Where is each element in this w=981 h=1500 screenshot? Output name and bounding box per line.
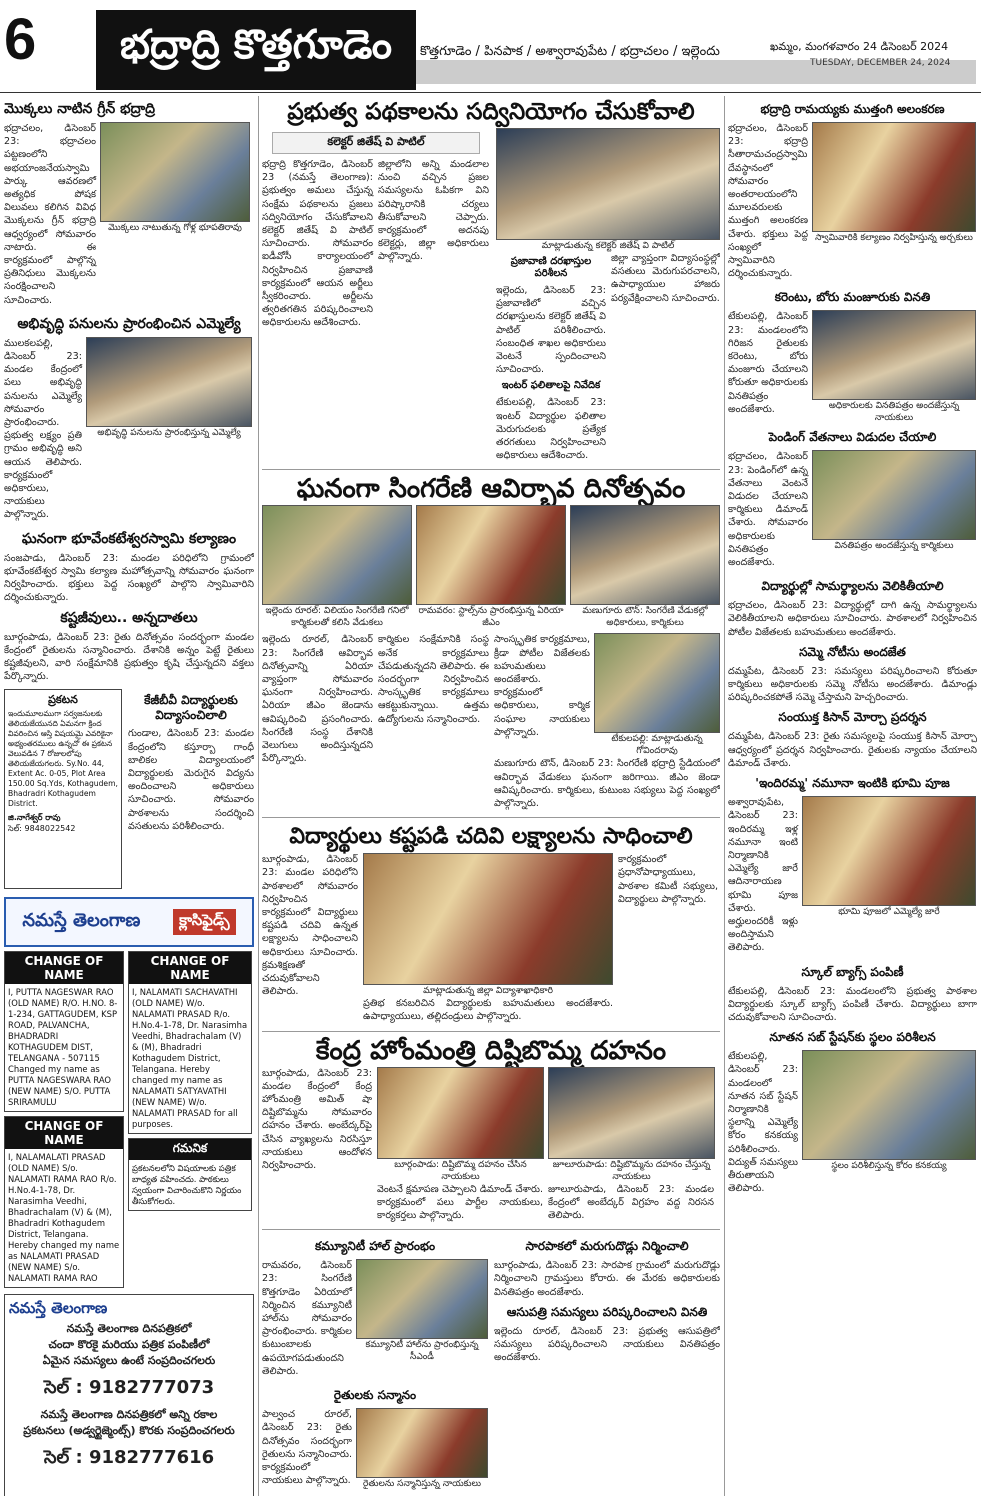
center-a6-photo: [356, 1408, 488, 1478]
left-s2-body: ములకలపల్లి, డిసెంబర్ 23: మండల కేంద్రంలో పలు అభివృద్ధి పనులను ఎమ్మెల్యే సోమవారం ప్రారంభించారు. ప్రభుత్వ లక్ష్యం ప్రతి గ్రామం అభివృద్ధి అని ఆయన తెలిపారు. కార్యక్రమంలో అధికారులు, నాయకులు పాల్గొన్నారు.: [4, 337, 82, 521]
gamanika-head: గమనిక: [129, 1139, 251, 1160]
center-a8-title: ఆసుపత్రి సమస్యలు పరిష్కరించాలని వినతి: [506, 1304, 708, 1319]
left-s2-title: అభివృద్ధి పనులను ప్రారంభించిన ఎమ్మెల్యే: [17, 315, 241, 332]
right-r5-title: సమ్మె నోటీసు అందజేత: [799, 644, 906, 659]
center-a1-title: ప్రభుత్వ పథకాలను సద్వినియోగం చేసుకోవాలి: [287, 99, 695, 125]
left-s1-title: మొక్కలు నాటిన గ్రీన్ భద్రాద్రి: [4, 101, 156, 117]
center-a5-body: రామవరం, డిసెంబర్ 23: సింగరేణి కొత్తగూడెం ఏరియాలో నిర్మించిన కమ్యూనిటీ హాల్‌ను సోమవారం ప్రారంభించారు. కార్మికుల కుటుంబాలకు ఉపయోగపడుతుందని తెలిపారు.: [262, 1260, 352, 1377]
cn1-head: CHANGE OF NAME: [5, 952, 123, 984]
right-r1-caption: స్వామివారికి కల్యాణం నిర్వహిస్తున్న అర్చకులు: [815, 233, 973, 243]
center-a4-body-3: జూలూరుపాడు, డిసెంబర్ 23: మండల కేంద్రంలో అంబేద్కర్ విగ్రహం వద్ద నిరసన తెలిపారు.: [548, 1183, 714, 1222]
center-a3-caption: మాట్లాడుతున్న జిల్లా విద్యాశాఖాధికారి: [423, 986, 553, 997]
center-a4-photo-1: [377, 1067, 544, 1159]
center-a2-body-1: ఇల్లెందు రూరల్, డిసెంబర్ 23: సింగరేణి ఆవిర్భావ దినోత్సవాన్ని ఏరియా వ్యాప్తంగా సోమవారం ఘనంగా నిర్వహించారు. ఏరియా జీఎం జెండాను ఆవిష్కరించి ప్రసంగించారు. సింగరేణి సంస్థ దేశానికి వెలుగులు అందిస్తున్నదని పేర్కొన్నారు.: [262, 634, 373, 765]
center-a3-body-3: కార్యక్రమంలో ప్రధానోపాధ్యాయులు, పాఠశాల కమిటీ సభ్యులు, విద్యార్థులు పాల్గొన్నారు.: [618, 854, 718, 905]
ad-line-4: నమస్తే తెలంగాణ దినపత్రికలో అన్ని రకాల: [40, 1408, 218, 1422]
right-r7-caption: భూమి పూజలో ఎమ్మెల్యే జారే: [838, 907, 940, 918]
right-r7-photo: [802, 796, 976, 906]
center-a4-photo-2: [548, 1067, 715, 1159]
right-r2-caption: అధికారులకు వినతిపత్రం అందజేస్తున్న నాయకులు: [828, 401, 960, 424]
notice-phone: సెల్: 9848022542: [8, 824, 76, 834]
right-r8-body: టేకులపల్లి, డిసెంబర్ 23: మండలంలోని ప్రభుత్వ పాఠశాల విద్యార్థులకు స్కూల్ బ్యాగ్స్ పంపిణీ చేశారు. విద్యార్థులు బాగా చదువుకోవాలని సూచించారు.: [728, 985, 977, 1023]
right-r9-caption: స్థలం పరిశీలిస్తున్న కోరం కనకయ్య: [831, 1161, 947, 1172]
center-a8-body: ఇల్లెందు రూరల్, డిసెంబర్ 23: ప్రభుత్వ ఆసుపత్రిలో సమస్యలు పరిష్కరించాలని నాయకులు వినతిపత్రం అందజేశారు.: [494, 1325, 720, 1364]
cn3-body: I, NALAMALATI PRASAD (OLD NAME) S/o. NALAMATI RAMA RAO R/o. H.No.4-1-78, Dr. Narasimha Veedhi, Bhadrachalam (V) & (M), Bhadradri Kothagudem District, Telangana. Hereby changed my name as NALAMATI PRASAD (NEW NAME) S/o. NALAMATI RAMA RAO: [8, 1152, 120, 1284]
center-a1-body-4: టేకులపల్లి, డిసెంబర్ 23: ఇంటర్ విద్యార్థుల ఫలితాల మెరుగుదలకు ప్రత్యేక తరగతులు నిర్వహించాలని అధికారులు ఆదేశించారు.: [496, 397, 606, 462]
left-s5-body: గుండాల, డిసెంబర్ 23: మండల కేంద్రంలోని కస్తూర్బా గాంధీ బాలికల విద్యాలయంలో విద్యార్థులకు మెరుగైన విద్యను అందించాలని అధికారులు సూచించారు. సోమవారం పాఠశాలను సందర్శించి వసతులను పరిశీలించారు.: [128, 728, 254, 832]
center-a7-body: బూర్గంపాడు, డిసెంబర్ 23: సారపాక గ్రామంలో మరుగుదొడ్లు నిర్మించాలని గ్రామస్తులు కోరారు. ఈ మేరకు అధికారులకు వినతిపత్రం అందజేశారు.: [494, 1260, 720, 1298]
right-r3-photo: [812, 450, 976, 540]
center-a2-caption-2: రామవరం: స్టాల్స్‌ను ప్రారంభిస్తున్న ఏరియా జీఎం: [418, 606, 564, 629]
center-a2-photo-3: [570, 505, 720, 605]
right-r8-title: స్కూల్ బ్యాగ్స్ పంపిణీ: [801, 964, 904, 979]
center-a2-photo-2: [416, 505, 566, 605]
cn2-head: CHANGE OF NAME: [129, 952, 251, 984]
right-r9-body: టేకులపల్లి, డిసెంబర్ 23: మండలంలో నూతన సబ్ స్టేషన్ నిర్మాణానికి స్థలాన్ని ఎమ్మెల్యే కోరం కనకయ్య పరిశీలించారు. విద్యుత్ సమస్యలు తీరుతాయని తెలిపారు.: [728, 1051, 798, 1195]
right-column: [728, 96, 977, 1496]
center-a5-caption: కమ్యూనిటీ హాల్‌ను ప్రారంభిస్తున్న సీఎండీ: [365, 1340, 479, 1363]
change-of-name-3: [4, 1116, 124, 1288]
center-a5-title: కమ్యూనిటీ హాల్ ప్రారంభం: [314, 1239, 436, 1254]
classifieds-label: క్లాసిఫైడ్స్: [173, 909, 235, 935]
center-a2-body-2: కార్మికుల సంక్షేమానికి సంస్థ అనేక కార్యక్రమాలు చేపడుతున్నదని తెలిపారు. ఈ సందర్భంగా నిర్వహించిన సాంస్కృతిక కార్యక్రమాలు ఆకట్టుకున్నాయి. ఉత్తమ ఉద్యోగులను సన్మానించారు.: [378, 634, 489, 725]
center-a4-body-2: వెంటనే క్షమాపణ చెప్పాలని డిమాండ్ చేశారు. కార్యక్రమంలో పలు పార్టీల నాయకులు, కార్యకర్తలు పాల్గొన్నారు.: [377, 1183, 543, 1222]
center-a3-body-1: బూర్గంపాడు, డిసెంబర్ 23: మండల పరిధిలోని పాఠశాలలో సోమవారం నిర్వహించిన కార్యక్రమంలో విద్యార్థులు కష్టపడి చదివి ఉన్నత లక్ష్యాలను సాధించాలని అధికారులు సూచించారు. క్రమశిక్షణతో చదువుకోవాలని తెలిపారు.: [262, 854, 358, 998]
center-a3-photo: [363, 853, 613, 985]
ad-line-2: చందా కొరకై మరియు పత్రిక పంపిణీలో: [48, 1338, 210, 1352]
left-s2-caption: అభివృద్ధి పనులను ప్రారంభిస్తున్న ఎమ్మెల్యే: [97, 427, 241, 438]
left-s4-title: కష్టజీవులు.. అన్నదాతలు: [60, 609, 198, 626]
masthead: భద్రాద్రి కొత్తగూడెం: [96, 10, 416, 90]
center-a1-body-1: భద్రాద్రి కొత్తగూడెం, డిసెంబర్ 23 (నమస్తే తెలంగాణ): ప్రభుత్వం అమలు చేస్తున్న సంక్షేమ పథకాలను ప్రజలు సద్వినియోగం చేసుకోవాలని కలెక్టర్ జితేష్ వి పాటిల్ సూచించారు. సోమవారం ఐడీవోసీ కార్యాలయంలో నిర్వహించిన ప్రజావాణి కార్యక్రమంలో ఆయన అర్జీలు స్వీకరించారు. అర్జీలను త్వరితగతిన పరిష్కరించాలని అధికారులను ఆదేశించారు.: [262, 159, 373, 329]
center-a2-caption-4: టేకులపల్లి: మాట్లాడుతున్న గోవిందరావు: [611, 734, 703, 757]
page-header: [0, 0, 981, 92]
right-r4-body: భద్రాచలం, డిసెంబర్ 23: విద్యార్థుల్లో దాగి ఉన్న సామర్థ్యాలను వెలికితీయాలని అధికారులు సూచించారు. పాఠశాలలో నిర్వహించిన పోటీల విజేతలకు బహుమతులు అందజేశారు.: [728, 600, 977, 638]
change-of-name-2: [128, 951, 252, 1134]
center-a2-body-4: మణుగూరు టౌన్, డిసెంబర్ 23: సింగరేణి భద్రాద్రి స్టేడియంలో ఆవిర్భావ వేడుకలు ఘనంగా జరిగాయి. జీఎం జెండా ఆవిష్కరించారు. కార్మికులు, కుటుంబ సభ్యులు పెద్ద సంఖ్యలో పాల్గొన్నారు.: [494, 758, 720, 810]
center-a4-title: కేంద్ర హోంమంత్రి దిష్టిబొమ్మ దహనం: [315, 1035, 667, 1066]
center-a1-sub2: ప్రజావాణి దరఖాస్తుల పరిశీలన: [510, 256, 592, 279]
center-a1-photo: [496, 128, 720, 240]
center-a7-title: సారపాకలో మరుగుదొడ్లు నిర్మించాలి: [525, 1239, 689, 1254]
right-r3-body: భద్రాచలం, డిసెంబర్ 23: పెండింగ్‌లో ఉన్న వేతనాలు వెంటనే విడుదల చేయాలని కార్మికులు డిమాండ్ చేశారు. సోమవారం అధికారులకు వినతిపత్రం అందజేశారు.: [728, 451, 808, 569]
center-a2-body-3: సాంస్కృతిక కార్యక్రమాలు, క్రీడా పోటీల విజేతలకు బహుమతులు అందజేశారు. కార్యక్రమంలో అధికారులు, కార్మిక సంఘాల నాయకులు పాల్గొన్నారు.: [494, 634, 590, 738]
left-s5-title: కేజీబీవీ విద్యార్థులకు విద్యాసంచిలాలి: [144, 693, 238, 723]
public-notice: [4, 689, 122, 889]
center-a6-caption: రైతులను సన్మానిస్తున్న నాయకులు: [363, 1479, 481, 1490]
right-r2-photo: [812, 310, 976, 400]
center-a1-body-2: జిల్లాలోని అన్ని మండలాల నుంచి వచ్చిన ప్రజల సమస్యలను ఓపికగా విని పరిష్కారానికి చర్యలు తీసుకోవాలని చెప్పారు. కార్యక్రమంలో అదనపు కలెక్టర్లు, జిల్లా అధికారులు పాల్గొన్నారు.: [378, 159, 489, 263]
right-r2-body: టేకులపల్లి, డిసెంబర్ 23: మండలంలోని గిరిజన రైతులకు కరెంటు, బోరు మంజూరు చేయాలని కోరుతూ అధికారులకు వినతిపత్రం అందజేశారు.: [728, 311, 808, 415]
center-a5-photo: [356, 1259, 488, 1339]
cn3-head: CHANGE OF NAME: [5, 1117, 123, 1149]
center-a1-body-5: జిల్లా వ్యాప్తంగా విద్యాసంస్థల్లో వసతులు మెరుగుపరచాలని, ఉపాధ్యాయుల హాజరు పర్యవేక్షించాలని సూచించారు.: [611, 253, 720, 304]
place-list: కొత్తగూడెం / పినపాక / అశ్వారావుపేట / భద్రాచలం / ఇల్లెందు: [420, 44, 720, 59]
right-r1-photo: [812, 122, 976, 232]
ad-phone-2: సెల్ : 9182777616: [43, 1447, 215, 1469]
subscription-ad: [4, 1294, 254, 1496]
right-r6-body: దమ్మపేట, డిసెంబర్ 23: రైతు సమస్యలపై సంయుక్త కిసాన్ మోర్చా ఆధ్వర్యంలో ప్రదర్శన నిర్వహించారు. రైతులకు న్యాయం చేయాలని డిమాండ్ చేశారు.: [728, 731, 977, 769]
ad-phone-1: సెల్ : 9182777073: [43, 1377, 215, 1399]
center-a1-subtitle: కలెక్టర్ జితేష్ వి పాటిల్: [272, 132, 480, 154]
notice-title: ప్రకటన: [48, 693, 78, 707]
center-a2-caption-1: ఇల్లెందు రూరల్: విలియం సింగరేణి గనిలో కార్మికులతో కలిసి వేడుకలు: [265, 606, 409, 629]
page-number: 6: [4, 7, 37, 72]
right-r1-body: భద్రాచలం, డిసెంబర్ 23: భద్రాద్రి సీతారామచంద్రస్వామి దేవస్థానంలో సోమవారం అంతరాలయంలోని మూలవరులకు ముత్తంగి అలంకరణ చేశారు. భక్తులు పెద్ద సంఖ్యలో స్వామివారిని దర్శించుకున్నారు.: [728, 123, 808, 280]
left-s3-title: ఘనంగా భూవేంకటేశ్వరస్వామి కల్యాణం: [21, 530, 237, 547]
ad-line-1: నమస్తే తెలంగాణ దినపత్రికలో: [66, 1322, 192, 1336]
right-r5-body: దమ్మపేట, డిసెంబర్ 23: సమస్యలు పరిష్కరించాలని కోరుతూ కార్మికులు అధికారులకు సమ్మె నోటీసు అందజేశారు. డిమాండ్లు పరిష్కరించకపోతే సమ్మె చేస్తామని హెచ్చరించారు.: [728, 665, 977, 704]
center-a4-caption-2: జూలూరుపాడు: దిష్టిబొమ్మను దహనం చేస్తున్న నాయకులు: [552, 1159, 711, 1182]
right-r2-title: కరెంటు, బోరు మంజూరుకు వినతి: [774, 290, 931, 305]
center-a2-caption-3: మణుగూరు టౌన్: సింగరేణి వేడుకల్లో అధికారులు, కార్మికులు: [582, 606, 708, 629]
left-s2-photo: [86, 337, 252, 427]
left-s3-body: సంజపాడు, డిసెంబర్ 23: మండల పరిధిలోని గ్రామంలో భూవేంకటేశ్వర స్వామి కల్యాణ మహోత్సవాన్ని సోమవారం ఘనంగా నిర్వహించారు. భక్తులు పెద్ద సంఖ్యలో పాల్గొని స్వామివారిని దర్శించుకున్నారు.: [4, 552, 254, 604]
left-s1-photo: [100, 122, 250, 222]
right-r7-body: అశ్వారావుపేట, డిసెంబర్ 23: ఇందిరమ్మ ఇళ్ల నమూనా ఇంటి నిర్మాణానికి ఎమ్మెల్యే జారే ఆదినారాయణ భూమి పూజ చేశారు. అర్హులందరికీ ఇళ్లు అందిస్తామని తెలిపారు.: [728, 797, 798, 954]
gamanika-box: [128, 1138, 252, 1211]
center-a1-caption: మాట్లాడుతున్న కలెక్టర్ జితేష్ వి పాటిల్: [541, 241, 675, 251]
right-r3-caption: వినతిపత్రం అందజేస్తున్న కార్మికులు: [834, 541, 954, 552]
ad-brand: నమస్తే తెలంగాణ: [9, 1299, 108, 1318]
right-r4-title: విద్యార్థుల్లో సామర్థ్యాలను వెలికితీయాలి: [761, 579, 944, 594]
left-s1-body: భద్రాచలం, డిసెంబర్ 23: భద్రాచలం పట్టణంలోని అభయాంజనేయస్వామి పార్కు ఆవరణలో అత్యధిక పోషక విలువలు కలిగిన వివిధ మొక్కలను గ్రీన్ భద్రాద్రి ఆధ్వర్యంలో సోమవారం నాటారు. ఈ కార్యక్రమంలో పాల్గొన్న ప్రతినిధులు మొక్కలను సంరక్షించాలని సూచించారు.: [4, 123, 96, 306]
notice-body: ఇందుమూలముగా సర్వజనులకు తెలియజేయునది ఏమనగా క్రింద వివరించిన ఆస్తి విషయమై ఎవరికైనా అభ్యంతరములు ఉన్నచో ఈ ప్రకటన వెలువడిన 7 రోజులలోపు తెలియజేయగలరు. Sy.No. 44, Extent Ac. 0-05, Plot Area 150.00 Sq.Yds, Kothagudem, Bhadradri Kothagudem District.: [8, 709, 118, 809]
center-a1-body-3: ఇల్లెందు, డిసెంబర్ 23: ప్రజావాణిలో వచ్చిన దరఖాస్తులను కలెక్టర్ జితేష్ వి పాటిల్ పరిశీలించారు. సంబంధిత శాఖల అధికారులు వెంటనే స్పందించాలని సూచించారు.: [496, 285, 606, 376]
ad-line-5: ప్రకటనలు (అడ్వర్టైజ్మెంట్స్) కొరకు సంప్రదించగలరు: [23, 1424, 235, 1438]
gamanika-body: ప్రకటనలలోని విషయాలకు పత్రిక బాధ్యత వహించదు. పాఠకులు స్వయంగా విచారించుకొని నిర్ణయం తీసుకోగలరు.: [132, 1163, 242, 1207]
center-column: [262, 96, 720, 1496]
left-column: [4, 96, 254, 1496]
ad-line-3: ఏమైన సమస్యలు ఉంటే సంప్రదించగలరు: [42, 1354, 216, 1368]
date-english: TUESDAY, DECEMBER 24, 2024: [810, 58, 951, 68]
classifieds-brand: నమస్తే తెలంగాణ: [22, 909, 141, 931]
cn2-body: I, NALAMATI SACHAVATHI (OLD NAME) W/o. NALAMATI PRASAD R/o. H.No.4-1-78, Dr. Narasimha Veedhi, Bhadrachalam (V) & (M), Bhadradri Kothagudem District, Telangana. Hereby changed my name as NALAMATI SATYAVATHI (NEW NAME) W/o. NALAMATI PRASAD for all purposes.: [132, 987, 248, 1130]
notice-signature: జి.నాగేశ్వర్ రావు: [8, 813, 61, 823]
right-r7-title: 'ఇందిరమ్మ' నమూనా ఇంటికి భూమి పూజ: [755, 776, 950, 791]
center-a4-body-1: బూర్గంపాడు, డిసెంబర్ 23: మండల కేంద్రంలో కేంద్ర హోంమంత్రి అమిత్ షా దిష్టిబొమ్మను సోమవారం దహనం చేశారు. అంబేద్కర్‌పై చేసిన వ్యాఖ్యలను నిరసిస్తూ నాయకులు ఆందోళన నిర్వహించారు.: [262, 1067, 372, 1172]
cn1-body: I, PUTTA NAGESWAR RAO (OLD NAME) R/O. H.NO. 8-1-234, GATTAGUDEM, KSP ROAD, PALVANCHA, BHADRADRI KOTHAGUDEM DIST, TELANGANA - 507115 Changed my name as PUTTA NAGESWARA RAO (NEW NAME) S/O. PUTTA SRIRAMULU: [8, 987, 118, 1108]
center-a2-title: ఘనంగా సింగరేణి ఆవిర్భావ దినోత్సవం: [296, 474, 686, 505]
left-s4-body: బూర్గంపాడు, డిసెంబర్ 23: రైతు దినోత్సవం సందర్భంగా మండల కేంద్రంలో రైతులను సన్మానించారు. దేశానికి అన్నం పెట్టే రైతులు కష్టజీవులని, వారి సంక్షేమానికి ప్రభుత్వం కృషి చేస్తున్నదని వక్తలు పేర్కొన్నారు.: [4, 631, 254, 683]
center-a6-body: పాల్వంచ రూరల్, డిసెంబర్ 23: రైతు దినోత్సవం సందర్భంగా రైతులను సన్మానించారు. కార్యక్రమంలో నాయకులు పాల్గొన్నారు.: [262, 1409, 352, 1487]
center-a3-title: విద్యార్థులు కష్టపడి చదివి లక్ష్యాలను సాధించాలి: [289, 824, 693, 850]
center-a1-sub3: ఇంటర్ ఫలితాలపై నివేదిక: [501, 380, 601, 392]
right-r9-photo: [802, 1050, 976, 1160]
right-r9-title: నూతన సబ్ స్టేషన్‌కు స్థలం పరిశీలన: [769, 1030, 936, 1045]
center-a4-caption-1: బూర్గంపాడు: దిష్టిబొమ్మ దహనం చేసిన నాయకులు: [394, 1159, 527, 1182]
center-a2-photo-1: [262, 505, 412, 605]
center-a2-photo-4: [594, 633, 720, 733]
right-r3-title: పెండింగ్ వేతనాలు విడుదల చేయాలి: [768, 430, 937, 445]
center-a6-title: రైతులకు సన్మానం: [333, 1388, 417, 1403]
right-r6-title: సంయుక్త కిసాన్ మోర్చా ప్రదర్శన: [778, 710, 927, 725]
right-r1-title: భద్రాద్రి రామయ్యకు ముత్తంగి అలంకరణ: [760, 102, 945, 116]
date-telugu: ఖమ్మం, మంగళవారం 24 డిసెంబర్ 2024: [770, 40, 949, 53]
classifieds-banner: [4, 897, 254, 947]
change-of-name-1: [4, 951, 124, 1112]
center-a3-body-2: ప్రతిభ కనబరిచిన విద్యార్థులకు బహుమతులు అందజేశారు. ఉపాధ్యాయులు, తల్లిదండ్రులు పాల్గొన్నారు.: [363, 998, 613, 1023]
left-s1-caption: మొక్కలు నాటుతున్న గోళ్ల భూపతిరావు: [108, 223, 242, 233]
